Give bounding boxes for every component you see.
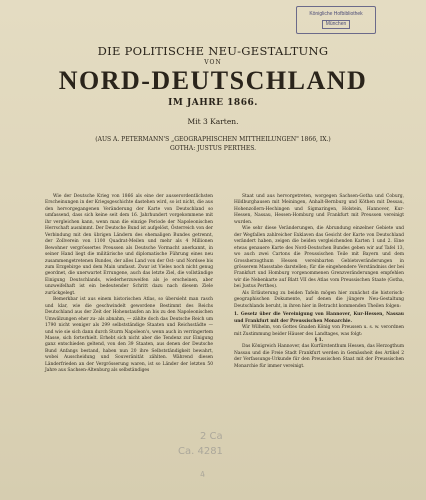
left-column <box>45 194 213 375</box>
title-line-2: VON <box>204 59 222 66</box>
source-note: (AUS A. PETERMANN'S „GEOGRAPHISCHEN MITTHEILUNGEN" 1866, IX.) <box>95 136 331 143</box>
right-paragraph-3: Als Erläuterung zu beiden Tafeln mögen hier zunächst die historisch-geographischen Dokumente, auf denen die jüngere Neu-Gestaltung Deutschlands beruht, in ihren hier in Betracht kommenden Theilen folgen: <box>234 290 404 309</box>
right-paragraph-2: Wie sehr diese Veränderungen, die Abrundung einzelner Gebiete und der Wegfallen zahlreicher Exklaven das Gesicht der Karte von Deutschland verändert haben, zeigen die beiden vergleichenden Karten 1 und 2. Eine etwas genauere Karte des Nord-Deutschen Bundes geben wir auf Tafel 13, wo auch zwei Cartons die Preussischen Teile mit Bayern und dem Grossherzogthum Hessen vereinbarten Gebietsveränderungen in grösserem Massstabe darstellen; für die eingehendere Verständniss der bei Frankfurt und Homburg vorgenommenen Grenzveränderungen empfehlen wir die Nebenkarte auf Blatt VII des Atlas vom Preussischen Staate (Gotha, bei Justus Perthes). <box>234 226 404 290</box>
section-paragraph: Wir Wilhelm, von Gottes Gnaden König von Preussen u. s. w. verordnen mit Zustimmung beider Häuser des Landtages, was folgt: <box>234 325 404 337</box>
pencil-note-2: Ca. 4281 <box>178 446 223 457</box>
title-block <box>0 44 426 152</box>
publisher-line: GOTHA: JUSTUS PERTHES. <box>169 145 257 152</box>
pencil-note-3: 4 <box>199 469 206 480</box>
maps-note: Mit 3 Karten. <box>187 117 239 126</box>
left-paragraph-1: Wie der Deutsche Krieg von 1866 als eine der ausserordentlichsten Erscheinungen in der Kriegsgeschichte dastehen wird, so ist nicht, die aus den hervorgegangenen Veränderung der Karte von Deutschland so umfassend, dass sich keine seit dem 16. Jahrhundert vorgekommene mit ihr vergleichen kann, wenn man die einzige Periode der Napoleonischen Herrschaft ausnimmt. Der Deutsche Bund ist aufgelöst, Österreich von der Verbindung mit den übrigen Ländern des ehemaligen Bundes getrennt, der Zollverein von 1100 Quadrat-Meilen und mehr als 4 Millionen Bewohner vergrössertes Preussen als Deutsche Vormacht anerkannt, in seiner Hand liegt die militärische und diplomatische Führung eines neu zusammengetretenen Bundes, der alles Land von der Ost- und Nordsee bis zum Erzgebirge und dem Main umfasst. Zwar ist Vieles noch nicht genug geordnet, die unerwartet Errungene, auch das letzte Ziel, die vollständige Einigung Deutschlands, wiederherzuweifen als je erscheinen, aber unzweifelhaft ist ein bedeutender Schritt dazu nach diesem Ziele zurückgelegt. <box>45 194 213 296</box>
left-paragraph-2: Bemerkbar ist aus einem historischen Atlas, so übersieht man rasch und klar, wie die geschwindelt gewordene Bestimmt des Reichs Deutschland aus der Zeit der Hohenstaufen an bis zu den Napoleonischen Umwälzungen eher zu- als abnahm, — zählte doch das Deutsche Reich um 1790 nicht weniger als 299 selbstständige Staaten und Reichsstädte — und wie sie sich dann durch Sturm Napoleon's, wenn auch in verringertem Masse, sich forterhielt. Erhebt sich nicht aber die Tendenz zur Einigung ganz entschieden geltend, von den 39 Staaten, aus denen der Deutsche Bund Anfangs bestand, haben nun 20 ihre Selbstständigkeit bewahrt, wobei Ausscheidung und Souveränität zählten. Während diesen Länderfrieden an der Vergrösserung waren, ist so Länder der letzten 50 Jahre aus Sachsen-Altenburg als selbständiges <box>45 297 213 374</box>
stamp-line-2: München <box>322 20 351 29</box>
stamp-line-1: Königliche Hofbibliothek <box>309 11 363 17</box>
right-paragraph-1: Staat und aus hervorgetreten, worgegen Sachsen-Gotha und Coburg, Hildburghausen mit Meiningen, Anhalt-Bernburg und Köthen mit Dessau, Hohenzollern-Hechingen und Sigmaringen, Holstein, Hannover, Kur-Hessen, Nassau, Hessen-Homburg und Frankfurt mit Preussen vereinigt wurden. <box>234 194 404 225</box>
library-stamp <box>296 6 376 34</box>
pencil-note-1: 2 Ca <box>200 431 223 442</box>
article-label: § 1. <box>314 337 324 343</box>
article-text: Das Königreich Hannover, das Kurfürstenthum Hessen, das Herzogthum Nassau und die Freie Stadt Frankfurt werden in Gemässheit des Artikel 2 der Verfassungs-Urkunde für den Preussischen Staat mit der Preussischen Monarchie für immer vereinigt. <box>234 344 404 369</box>
right-column <box>234 194 404 370</box>
title-line-1: DIE POLITISCHE NEU-GESTALTUNG <box>97 44 329 58</box>
year-line: IM JAHRE 1866. <box>168 98 258 108</box>
section-heading: 1. Gesetz über die Vereinigung von Hannover, Kur-Hessen, Nassau und Frankfurt mit der Preussischen Monarchie. <box>234 312 404 324</box>
main-title: NORD-DEUTSCHLAND <box>58 66 368 95</box>
